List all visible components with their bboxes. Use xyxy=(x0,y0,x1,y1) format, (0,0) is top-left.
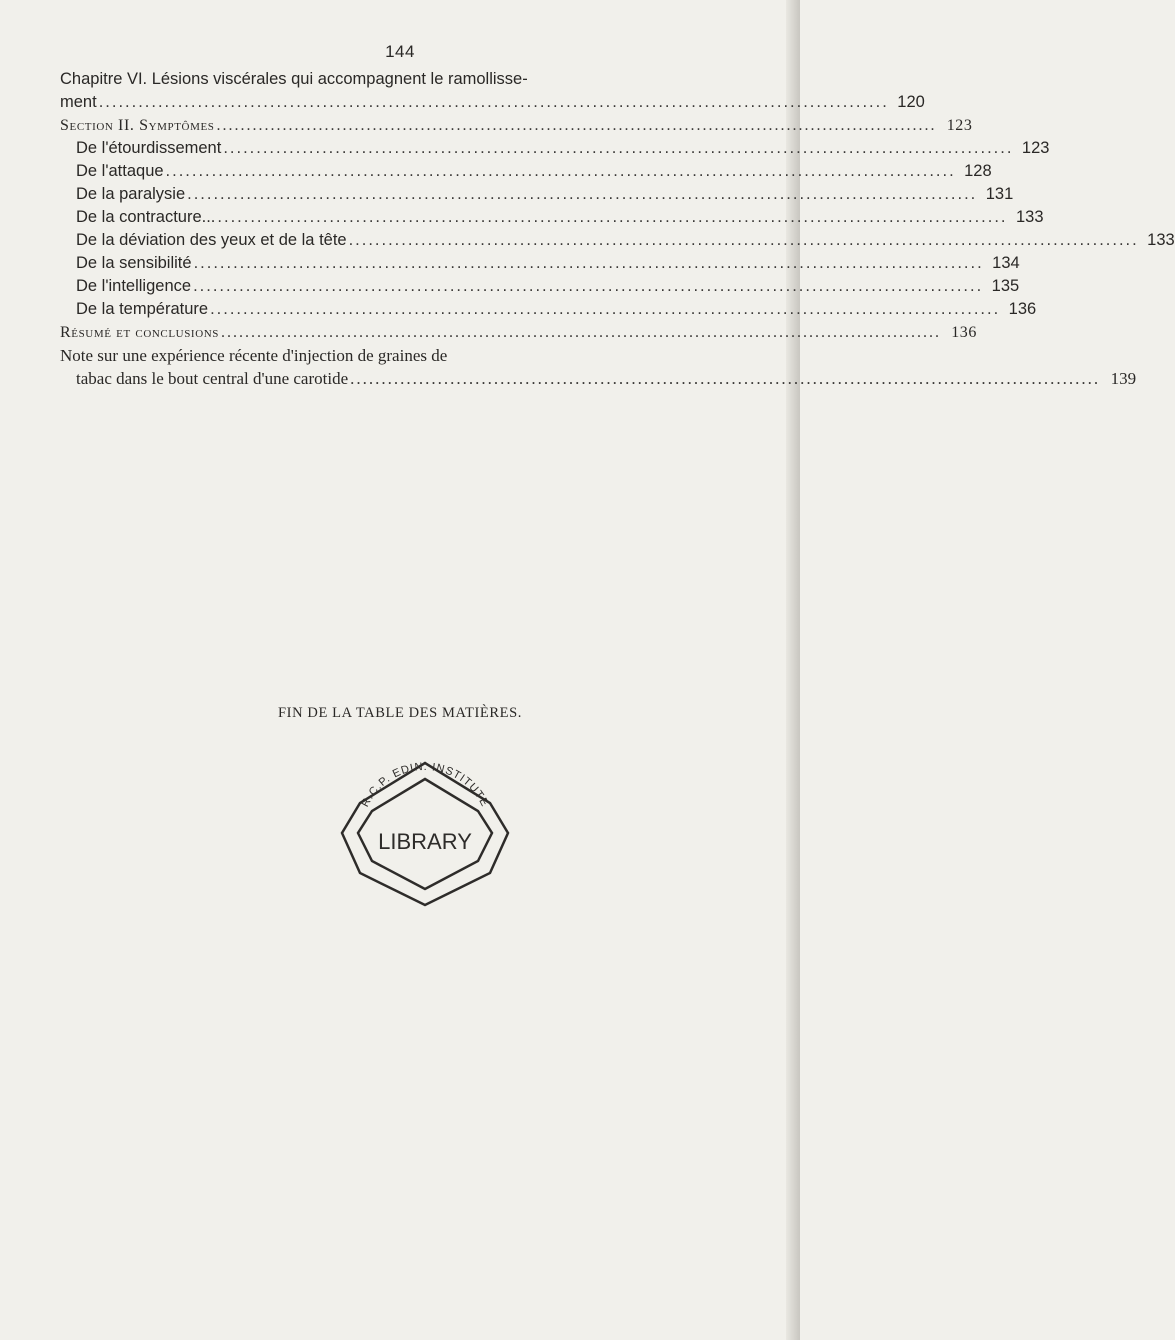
toc-note-line xyxy=(60,344,724,367)
toc-entry-page: 133 xyxy=(1147,231,1175,249)
stamp-center-text: LIBRARY xyxy=(378,829,472,854)
toc-entry-page: 133 xyxy=(1015,208,1044,226)
toc-entry-title: De l'étourdissement xyxy=(76,139,222,157)
toc-entry xyxy=(60,160,992,183)
toc-entry xyxy=(60,275,1020,298)
toc-entry-title: De la contracture... xyxy=(76,208,216,226)
toc-entry-page: 134 xyxy=(992,254,1020,272)
library-stamp xyxy=(330,755,520,910)
toc-entry-page: 120 xyxy=(897,93,925,111)
toc-entry-page: 123 xyxy=(946,117,973,134)
toc-entry-title: De l'attaque xyxy=(76,162,164,180)
toc-entry-title: ment xyxy=(60,93,97,111)
toc-entry-title: Section II. Symptômes xyxy=(60,117,215,134)
dot-leader: ........................................................................................................................ xyxy=(348,231,1139,249)
toc-entry-title: De la sensibilité xyxy=(76,254,192,272)
toc-entry-title: De l'intelligence xyxy=(76,277,192,295)
toc-chapter-line xyxy=(60,68,724,91)
dot-leader: ........................................................................................................................ xyxy=(193,254,984,272)
dot-leader: ........................................................................................................................ xyxy=(193,277,984,295)
stamp-ring-text: R.C.P. EDIN. INSTITUTE xyxy=(359,760,491,809)
toc-entry xyxy=(60,298,1037,321)
end-of-table-text: FIN DE LA TABLE DES MATIÈRES. xyxy=(278,705,522,721)
dot-leader: ........................................................................................................................ xyxy=(210,300,1001,318)
toc-entry-section xyxy=(60,114,973,137)
toc-chapter-title: Chapitre VI. Lésions viscérales qui accompagnent le ramollisse- xyxy=(60,70,528,88)
dot-leader: ........................................................................................................................ xyxy=(223,139,1014,157)
toc-note-title: Note sur une expérience récente d'injection de graines de xyxy=(60,346,448,365)
toc-chapter-line-2 xyxy=(60,91,925,114)
toc-entry xyxy=(60,252,1020,275)
dot-leader: ........................................................................................................................ xyxy=(350,369,1101,388)
dot-leader: ........................................................................................................................ xyxy=(217,208,1008,226)
dot-leader: ........................................................................................................................ xyxy=(98,93,889,111)
dot-leader: ........................................................................................................................ xyxy=(187,185,978,203)
page-number: 144 xyxy=(385,42,415,61)
dot-leader: ........................................................................................................................ xyxy=(165,162,956,180)
dot-leader: ........................................................................................................................ xyxy=(216,117,937,134)
toc-entry-page: 136 xyxy=(1008,300,1037,318)
toc-entry-summary xyxy=(60,321,978,344)
toc-entry xyxy=(60,229,1175,252)
toc-entry-title: Résumé et conclusions xyxy=(60,324,220,341)
toc-entry-page: 135 xyxy=(991,277,1020,295)
toc-entry-title: tabac dans le bout central d'une carotide xyxy=(76,369,349,388)
toc-entry-page: 128 xyxy=(964,162,992,180)
toc-entry xyxy=(60,137,1050,160)
toc-entry-title: De la température xyxy=(76,300,209,318)
dot-leader: ........................................................................................................................ xyxy=(221,324,942,341)
toc-entry-page: 131 xyxy=(985,185,1014,203)
table-of-contents xyxy=(60,68,1175,390)
toc-note-line-2 xyxy=(60,367,1137,390)
toc-entry-page: 136 xyxy=(951,324,978,341)
toc-entry-page: 123 xyxy=(1021,139,1050,157)
toc-entry-page: 139 xyxy=(1110,369,1137,388)
toc-entry xyxy=(60,206,1044,229)
toc-entry-title: De la déviation des yeux et de la tête xyxy=(76,231,347,249)
toc-entry-title: De la paralysie xyxy=(76,185,186,203)
toc-entry xyxy=(60,183,1014,206)
